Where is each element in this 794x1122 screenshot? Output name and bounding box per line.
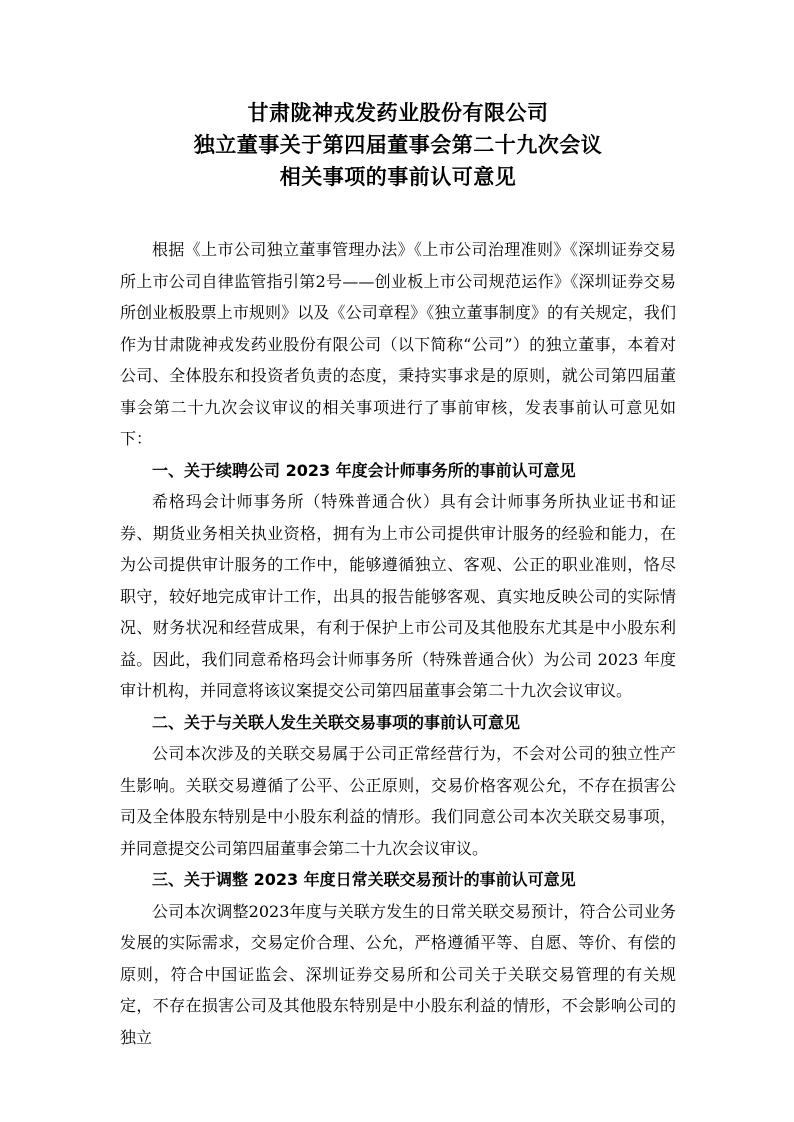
intro-paragraph: 根据《上市公司独立董事管理办法》《上市公司治理准则》《深圳证券交易所上市公司自律监管指引第2号——创业板上市公司规范运作》《深圳证券交易所创业板股票上市规则》以及《公司章程》《独立董事制度》的有关规定，我们作为甘肃陇神戎发药业股份有限公司（以下简称“公司”）的独立董事，本着对公司、全体股东和投资者负责的态度，秉持实事求是的原则，就公司第四届董事会第二十九次会议审议的相关事项进行了事前审核，发表事前认可意见如下： [120,240,676,448]
section-3-paragraph: 公司本次调整2023年度与关联方发生的日常关联交易预计，符合公司业务发展的实际需求，交易定价合理、公允，严格遵循平等、自愿、等价、有偿的原则，符合中国证监会、深圳证券交易所和公司关于关联交易管理的有关规定，不存在损害公司及其他股东特别是中小股东利益的情形，不会影响公司的独立 [120,901,676,1047]
section-2-paragraph: 公司本次涉及的关联交易属于公司正常经营行为，不会对公司的独立性产生影响。关联交易遵循了公平、公正原则，交易价格客观公允，不存在损害公司及全体股东特别是中小股东利益的情形。我们同意公司本次关联交易事项，并同意提交公司第四届董事会第二十九次会议审议。 [120,744,676,858]
section-2-heading: 二、关于与关联人发生关联交易事项的事前认可意见 [152,712,521,732]
document-title [120,97,676,193]
section-1-paragraph: 希格玛会计师事务所（特殊普通合伙）具有会计师事务所执业证书和证券、期货业务相关执业资格，拥有为上市公司提供审计服务的经验和能力，在为公司提供审计服务的工作中，能够遵循独立、客观、公正的职业准则，恪尽职守，较好地完成审计工作，出具的报告能够客观、真实地反映公司的实际情况、财务状况和经营成果，有利于保护上市公司及其他股东尤其是中小股东利益。因此，我们同意希格玛会计师事务所（特殊普通合伙）为公司 2023 年度审计机构，并同意将该议案提交公司第四届董事会第二十九次会议审议。 [120,492,676,700]
title-line-opinion: 相关事项的事前认可意见 [279,164,517,189]
section-3-heading: 三、关于调整 2023 年度日常关联交易预计的事前认可意见 [152,870,576,889]
title-line-meeting: 独立董事关于第四届董事会第二十九次会议 [193,132,603,157]
section-1-heading: 一、关于续聘公司 2023 年度会计师事务所的事前认可意见 [152,460,576,480]
document-body [120,234,676,1053]
title-line-company-name: 甘肃陇神戎发药业股份有限公司 [247,100,549,125]
